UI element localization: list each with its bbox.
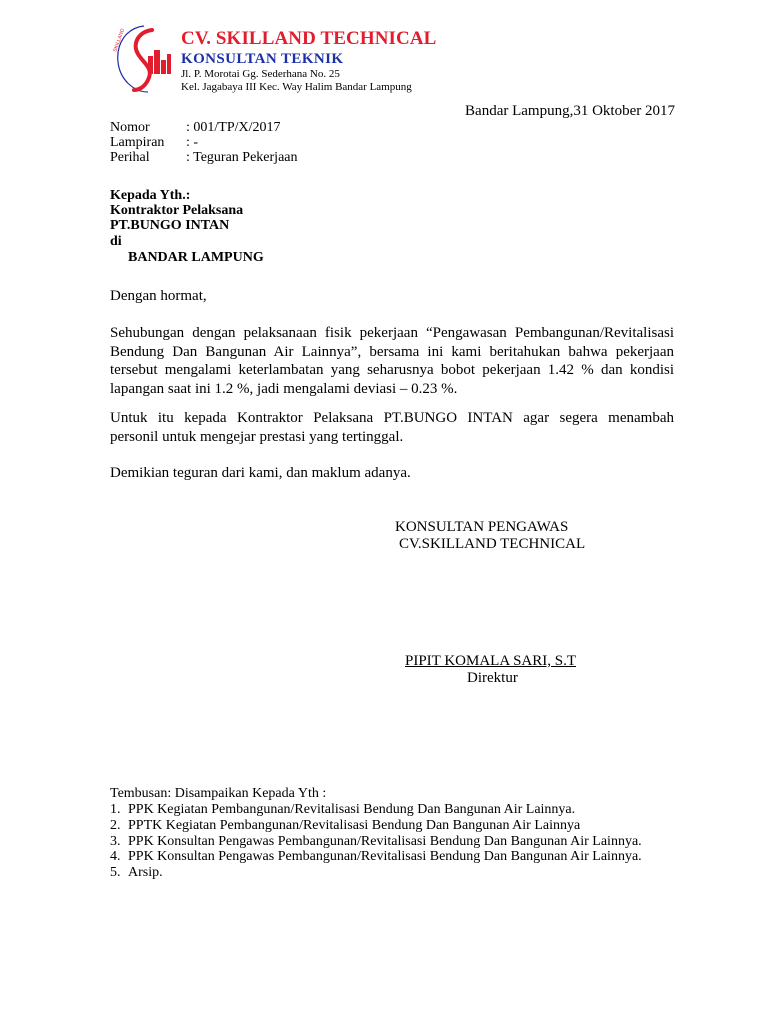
perihal-label: Perihal — [110, 150, 150, 165]
paragraph-1-line-2: Bendung Dan Bangunan Air Lainnya”, bersama ini kami beritahukan bahwa pekerjaan — [110, 343, 674, 360]
company-address-line1: Jl. P. Morotai Gg. Sederhana No. 25 — [181, 68, 340, 80]
cc-item-text: PPK Kegiatan Pembangunan/Revitalisasi Bendung Dan Bangunan Air Lainnya. — [128, 802, 576, 817]
meta-perihal — [110, 150, 298, 166]
signatory-name: PIPIT KOMALA SARI, S.T — [405, 653, 576, 669]
lampiran-value: : - — [186, 135, 199, 150]
lampiran-label: Lampiran — [110, 135, 165, 150]
company-name: CV. SKILLAND TECHNICAL — [181, 28, 437, 49]
paragraph-1-line-4: lapangan saat ini 1.2 %, jadi mengalami deviasi – 0.23 %. — [110, 380, 458, 397]
company-address-line2: Kel. Jagabaya III Kec. Way Halim Bandar Lampung — [181, 81, 412, 93]
addressee-di: di — [110, 234, 122, 249]
cc-item-number: 2. — [110, 818, 121, 833]
paragraph-2-line-2: personil untuk mengejar prestasi yang tertinggal. — [110, 428, 404, 445]
paragraph-1-line-3: tersebut mengalami keterlambatan yang seharusnya bobot pekerjaan 1.42 % dan kondisi — [110, 362, 674, 378]
company-subtitle: KONSULTAN TEKNIK — [181, 51, 344, 67]
meta-nomor — [110, 120, 281, 136]
cc-heading: Tembusan: Disampaikan Kepada Yth : — [110, 786, 327, 801]
cc-item — [110, 834, 642, 850]
paragraph-2 — [110, 409, 674, 446]
company-logo — [108, 22, 174, 96]
cc-item-text: Arsip. — [128, 865, 163, 880]
addressee-city: BANDAR LAMPUNG — [128, 250, 264, 265]
paragraph-1 — [110, 324, 674, 398]
nomor-value: : 001/TP/X/2017 — [186, 120, 281, 135]
signature-role: KONSULTAN PENGAWAS — [395, 519, 569, 535]
cc-item-number: 3. — [110, 834, 121, 849]
cc-item — [110, 865, 163, 881]
cc-item-text: PPK Konsultan Pengawas Pembangunan/Revitalisasi Bendung Dan Bangunan Air Lainnya. — [128, 849, 642, 864]
cc-item-text: PPK Konsultan Pengawas Pembangunan/Revitalisasi Bendung Dan Bangunan Air Lainnya. — [128, 834, 642, 849]
paragraph-1-line-1: Sehubungan dengan pelaksanaan fisik pekerjaan “Pengawasan Pembangunan/Revitalisasi — [110, 325, 674, 341]
cc-item-number: 4. — [110, 849, 121, 864]
addressee-company: PT.BUNGO INTAN — [110, 218, 230, 233]
closing-paragraph: Demikian teguran dari kami, dan maklum adanya. — [110, 465, 411, 481]
cc-item-number: 5. — [110, 865, 121, 880]
addressee-kepada: Kepada Yth.: — [110, 188, 191, 203]
nomor-label: Nomor — [110, 120, 150, 135]
signature-company: CV.SKILLAND TECHNICAL — [399, 536, 586, 552]
cc-item — [110, 802, 575, 818]
letter-date: Bandar Lampung,31 Oktober 2017 — [465, 103, 675, 119]
cc-item-text: PPTK Kegiatan Pembangunan/Revitalisasi Bendung Dan Bangunan Air Lainnya — [128, 818, 581, 833]
svg-text:SKILLAND: SKILLAND — [112, 27, 127, 53]
meta-lampiran — [110, 135, 198, 151]
paragraph-2-line-1: Untuk itu kepada Kontraktor Pelaksana PT.BUNGO INTAN agar segera menambah — [110, 410, 674, 426]
cc-item — [110, 849, 642, 865]
perihal-value: : Teguran Pekerjaan — [186, 150, 298, 165]
signatory-title: Direktur — [467, 670, 518, 686]
cc-item — [110, 818, 580, 834]
greeting: Dengan hormat, — [110, 288, 207, 304]
cc-item-number: 1. — [110, 802, 121, 817]
addressee-role: Kontraktor Pelaksana — [110, 203, 244, 218]
